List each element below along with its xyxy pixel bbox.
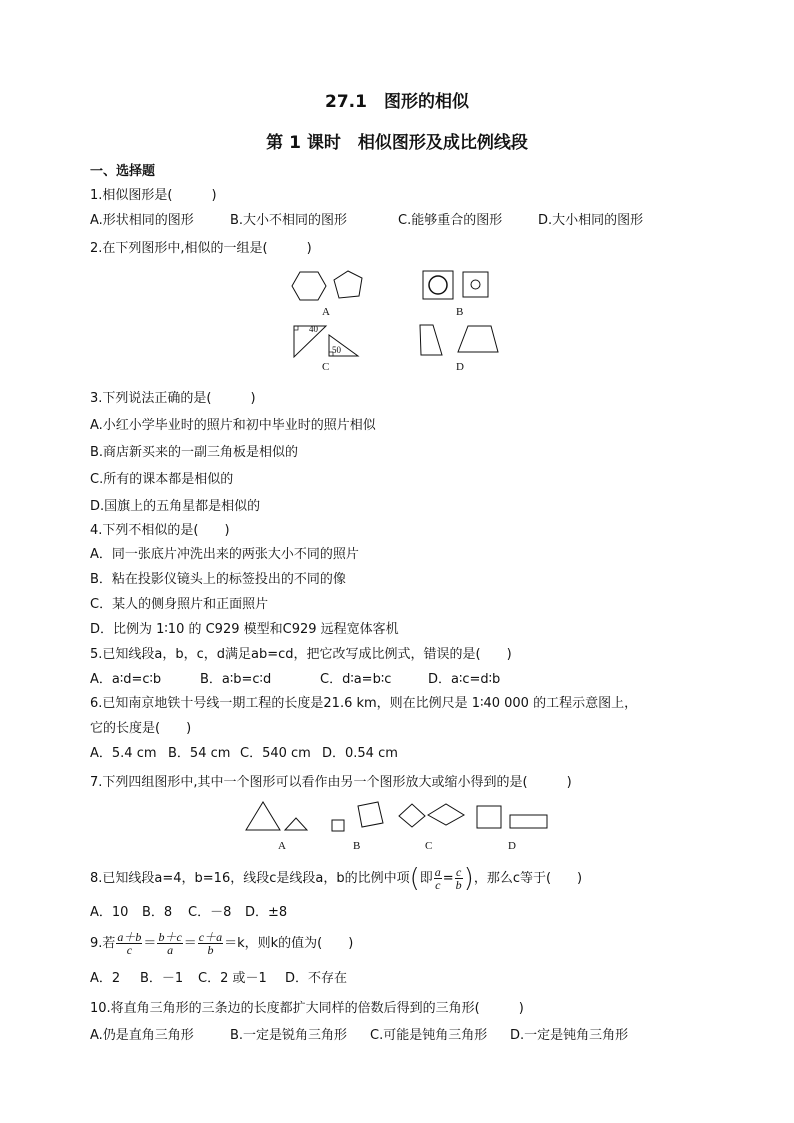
q2-angle-50: 50 <box>332 345 341 355</box>
q1-option-a: A.形状相同的图形 <box>90 213 194 228</box>
q5-option-b: B．a∶b=c∶d <box>200 672 272 687</box>
q2-figures <box>280 262 510 374</box>
lesson-title: 27.1 图形的相似 <box>325 92 469 112</box>
q2-circle-large <box>429 276 447 294</box>
q8-stem-post: ，那么c等于( ) <box>473 871 583 886</box>
q1-option-d: D.大小相同的图形 <box>538 213 644 228</box>
q8-ji: 即 <box>419 871 433 886</box>
q9-stem: 9.若 $\frac{a+b}{c}$ ＝ $\frac{b+c}{a}$ ＝ $\frac{c+a}{b}$ ＝k，则k的值为( ) <box>90 930 354 957</box>
q2-stem: 2.在下列图形中,相似的一组是( ) <box>90 241 312 256</box>
q3-option-d: D.国旗上的五角星都是相似的 <box>90 499 261 514</box>
q6-option-b: B．54 cm <box>168 746 231 761</box>
q2-pentagon <box>334 271 362 298</box>
q9-stem-pre: 9.若 <box>90 936 116 951</box>
q5-option-d: D．a∶c=d∶b <box>428 672 501 687</box>
q2-trapezoid <box>458 326 498 352</box>
q2-square-large <box>423 271 453 299</box>
q2-label-c: C <box>322 361 330 373</box>
q8-paren-close: ) <box>463 863 474 894</box>
q9-stem-post: ＝k，则k的值为( ) <box>224 936 354 951</box>
q2-hexagon <box>292 272 326 300</box>
q1-option-c: C.能够重合的图形 <box>398 213 503 228</box>
q7-label-c: C <box>425 840 433 852</box>
q1-stem: 1.相似图形是( ) <box>90 188 217 203</box>
q8-option-a: A．10 <box>90 905 129 920</box>
q8-paren-open: ( <box>409 863 420 894</box>
q7-rectangle <box>510 815 547 828</box>
q8-stem-pre: 8.已知线段a=4，b=16，线段c是线段a，b的比例中项 <box>90 871 410 886</box>
q10-option-a: A.仍是直角三角形 <box>90 1028 194 1043</box>
q8-stem: 8.已知线段a=4，b=16，线段c是线段a，b的比例中项(即 $\frac{a}{c}$ = $\frac{c}{b}$ )，那么c等于( ) <box>90 863 583 894</box>
q7-label-a: A <box>278 840 286 852</box>
q3-option-c: C.所有的课本都是相似的 <box>90 472 234 487</box>
q2-label-a: A <box>322 306 330 318</box>
q7-triangle-large <box>246 802 280 830</box>
q2-quadrilateral <box>420 325 442 355</box>
q9-option-a: A．2 <box>90 971 121 986</box>
q6-stem-line2: 它的长度是( ) <box>90 721 192 736</box>
q6-option-d: D．0.54 cm <box>322 746 398 761</box>
q3-option-b: B.商店新买来的一副三角板是相似的 <box>90 445 299 460</box>
q4-option-b: B．粘在投影仪镜头上的标签投出的不同的像 <box>90 572 346 587</box>
q9-fraction-3: $\frac{c+a}{b}$ <box>198 930 223 957</box>
q9-fraction-2: $\frac{b+c}{a}$ <box>158 930 182 957</box>
q9-option-b: B．－1 <box>140 971 184 986</box>
q7-label-b: B <box>353 840 361 852</box>
q4-stem: 4.下列不相似的是( ) <box>90 523 230 538</box>
q9-fraction-1: $\frac{a+b}{c}$ <box>117 930 142 957</box>
q3-option-a: A.小红小学毕业时的照片和初中毕业时的照片相似 <box>90 418 376 433</box>
q3-stem: 3.下列说法正确的是( ) <box>90 391 256 406</box>
q7-square-small <box>332 820 344 831</box>
q4-option-a: A．同一张底片冲洗出来的两张大小不同的照片 <box>90 547 359 562</box>
q10-option-d: D.一定是钝角三角形 <box>510 1028 629 1043</box>
q7-triangle-small <box>285 818 307 830</box>
q9-option-c: C．2 或－1 <box>198 971 267 986</box>
q2-angle-40: 40 <box>309 324 318 334</box>
q10-option-b: B.一定是锐角三角形 <box>230 1028 348 1043</box>
q7-figures <box>240 796 560 836</box>
q2-label-d: D <box>456 361 464 373</box>
q7-stem: 7.下列四组图形中,其中一个图形可以看作由另一个图形放大或缩小得到的是( ) <box>90 775 572 790</box>
q9-option-d: D．不存在 <box>285 971 348 986</box>
q1-option-b: B.大小不相同的图形 <box>230 213 348 228</box>
q4-option-c: C．某人的侧身照片和正面照片 <box>90 597 269 612</box>
q2-circle-small <box>471 280 480 289</box>
q10-stem: 10.将直角三角形的三条边的长度都扩大同样的倍数后得到的三角形( ) <box>90 1001 524 1016</box>
q7-rhombus-small <box>399 804 425 827</box>
q6-option-a: A．5.4 cm <box>90 746 157 761</box>
q5-option-c: C．d∶a=b∶c <box>320 672 392 687</box>
q6-option-c: C．540 cm <box>240 746 311 761</box>
q8-fraction-c-over-b: $\frac{c}{b}$ <box>455 865 462 892</box>
q2-label-b: B <box>456 306 464 318</box>
q5-option-a: A．a∶d=c∶b <box>90 672 162 687</box>
q7-square <box>477 806 501 828</box>
q5-stem: 5.已知线段a，b，c，d满足ab=cd，把它改写成比例式，错误的是( ) <box>90 647 512 662</box>
q7-rhombus-wide <box>428 804 464 825</box>
q2-square-small <box>463 272 488 297</box>
q8-option-b: B．8 <box>142 905 173 920</box>
q8-option-d: D．±8 <box>245 905 288 920</box>
q8-fraction-a-over-c: $\frac{a}{c}$ <box>434 865 441 892</box>
q7-label-d: D <box>508 840 516 852</box>
lesson-subtitle: 第 1 课时 相似图形及成比例线段 <box>266 133 528 153</box>
q8-option-c: C．－8 <box>188 905 232 920</box>
q10-option-c: C.可能是钝角三角形 <box>370 1028 488 1043</box>
section-heading: 一、选择题 <box>90 164 156 179</box>
q4-option-d: D．比例为 1∶10 的 C929 模型和C929 远程宽体客机 <box>90 622 399 637</box>
q6-stem-line1: 6.已知南京地铁十号线一期工程的长度是21.6 km，则在比例尺是 1∶40 000 的工程示意图上， <box>90 696 638 711</box>
q7-square-rotated <box>358 802 383 827</box>
